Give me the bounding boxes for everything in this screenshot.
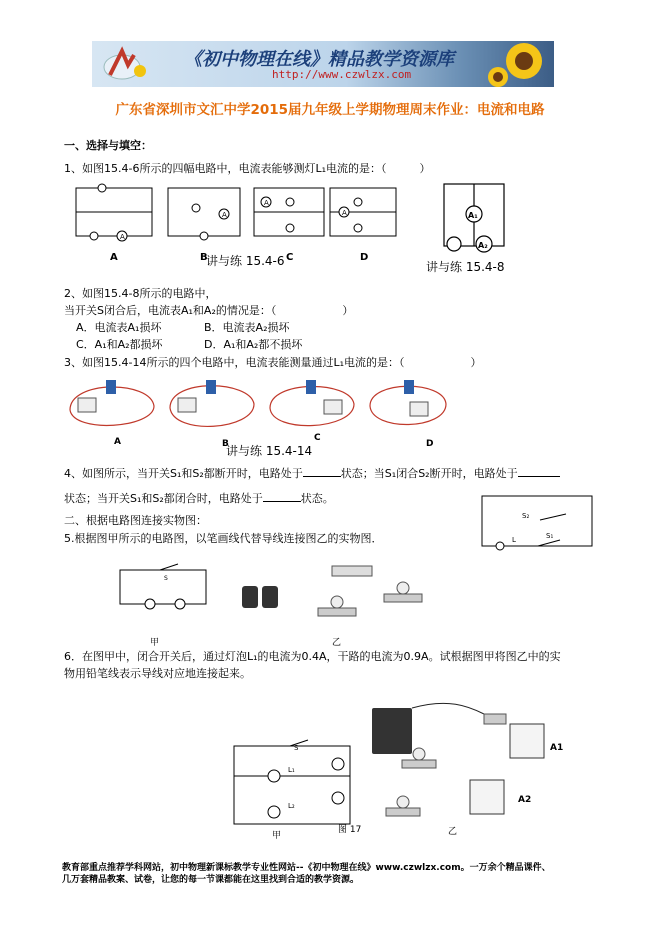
- q6-switch-label: S: [294, 744, 299, 752]
- q1-caption: 讲与练 15.4-6: [206, 254, 285, 268]
- q4-line1: [64, 465, 560, 481]
- q5-circuit-jia: [116, 560, 216, 620]
- meter-a1-label: A1: [550, 743, 564, 753]
- q5-label-yi: 乙: [332, 638, 342, 648]
- q1-label-a: A: [110, 252, 118, 263]
- q6-lamp-l1-label: L₁: [288, 766, 295, 774]
- q3-text: 3、如图15.4-14所示的四个电路中，电流表能测量通过L₁电流的是：（ ）: [64, 356, 482, 369]
- svg-text:A: A: [222, 211, 227, 219]
- switch-s2-label: S₂: [522, 512, 530, 520]
- q4-blank-3[interactable]: [263, 490, 301, 502]
- banner-url[interactable]: http://www.czwlzx.com: [272, 68, 412, 81]
- footer-line-2: 几万套精品教案、试卷，让您的每一节课都能在这里找到合适的教学资源。: [62, 875, 360, 885]
- q4-blank-2[interactable]: [518, 465, 560, 477]
- q4-line2-part2: 状态。: [300, 492, 334, 505]
- q6-line2: 物用铅笔线表示导线对应地连接起来。: [64, 667, 251, 680]
- q4-line2: [64, 490, 334, 506]
- svg-text:A: A: [264, 199, 269, 207]
- q6-physical-figure: [368, 702, 568, 832]
- q4-blank-1[interactable]: [303, 465, 341, 477]
- meter-a2-label: A2: [518, 795, 532, 805]
- q5-label-jia: 甲: [150, 638, 160, 648]
- q3-caption: 讲与练 15.4-14: [226, 444, 313, 458]
- q1-label-b: B: [200, 252, 208, 263]
- section-heading-2: 二、根据电路图连接实物图：: [64, 514, 207, 527]
- q2-option-c: C．A₁和A₂都损坏: [76, 338, 163, 351]
- q6-circuit-jia: [230, 736, 360, 828]
- lamp-l-label: L: [512, 536, 516, 544]
- q6-lamp-l2-label: L₂: [288, 802, 295, 810]
- q3-label-a: A: [114, 437, 121, 447]
- q1-text: 1、如图15.4-6所示的四幅电路中，电流表能够测灯L₁电流的是：（ ）: [64, 162, 431, 175]
- section-heading-1: 一、选择与填空：: [64, 139, 152, 152]
- q3-label-b: B: [222, 439, 229, 449]
- ammeter-a1-label: A₁: [468, 211, 478, 220]
- q1-label-d: D: [360, 252, 369, 263]
- q4-circuit-figure: [476, 490, 596, 552]
- banner-title: 《初中物理在线》精品教学资源库: [184, 49, 454, 70]
- q2-option-a: A．电流表A₁损坏: [76, 321, 162, 334]
- q5-text: 5.根据图甲所示的电路图，以笔画线代替导线连接图乙的实物图．: [64, 532, 383, 545]
- q5-physical-figure: [238, 552, 438, 632]
- q2-caption: 讲与练 15.4-8: [426, 260, 505, 274]
- q5-switch-label: S: [164, 575, 168, 582]
- q3-label-d: D: [426, 439, 434, 449]
- q2-option-b: B．电流表A₂损坏: [204, 321, 290, 334]
- q3-circuit-figure: [64, 372, 444, 452]
- svg-text:A: A: [342, 209, 347, 217]
- q2-line1: 2、如图15.4-8所示的电路中，: [64, 287, 217, 300]
- q6-label-jia: 甲: [272, 831, 282, 841]
- ammeter-a2-label: A₂: [478, 241, 488, 250]
- doc-title: 广东省深圳市文汇中学2015届九年级上学期物理周末作业：电流和电路: [115, 102, 545, 118]
- footer-line-1: 教育部重点推荐学科网站，初中物理新课标教学专业性网站--《初中物理在线》www.czwlzx.com。一万余个精品课件、: [62, 863, 551, 873]
- header-banner: [92, 41, 554, 87]
- q2-line2: 当开关S闭合后，电流表A₁和A₂的情况是：（ ）: [64, 304, 354, 317]
- q6-figure-label: 图 17: [338, 825, 362, 835]
- q2-circuit-figure: [438, 178, 518, 256]
- footer: [62, 862, 602, 886]
- q4-line1-part2: 状态；当S₁闭合S₂断开时，电路处于: [340, 467, 518, 480]
- q6-line1: 6．在图甲中，闭合开关后，通过灯泡L₁的电流为0.4A，干路的电流为0.9A。试根据图甲将图乙中的实: [64, 650, 561, 663]
- q3-label-c: C: [314, 433, 321, 443]
- q6-label-yi: 乙: [448, 827, 458, 837]
- switch-s1-label: S₁: [546, 532, 554, 540]
- q4-line2-part1: 状态；当开关S₁和S₂都闭合时，电路处于: [64, 492, 263, 505]
- ammeter-a-sym: A: [120, 233, 125, 241]
- sunflower-icon: [484, 41, 554, 87]
- q2-option-d: D．A₁和A₂都不损坏: [204, 338, 303, 351]
- q4-line1-part1: 4、如图所示，当开关S₁和S₂都断开时，电路处于: [64, 467, 303, 480]
- site-logo-icon: [100, 45, 170, 83]
- q1-label-c: C: [286, 252, 294, 263]
